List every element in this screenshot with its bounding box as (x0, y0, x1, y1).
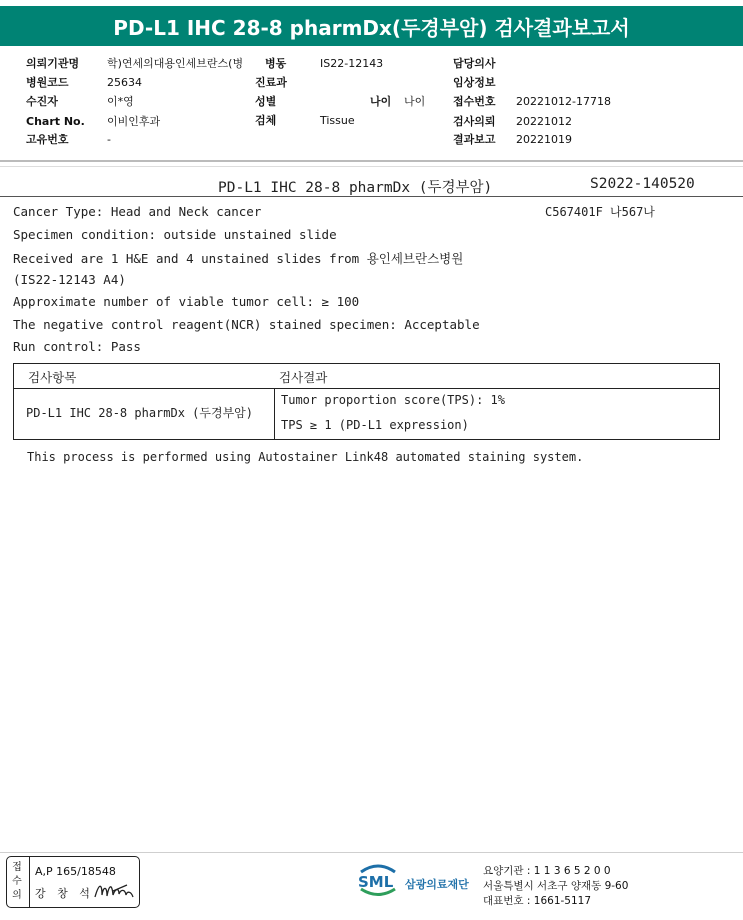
hospital-code-value: 25634 (107, 76, 142, 89)
reception-stamp (6, 856, 140, 908)
report-date-value: 20221019 (516, 133, 572, 146)
chart-no-label: Chart No. (26, 115, 85, 128)
ward-label: 병동 (265, 57, 287, 70)
report-title: PD-L1 IHC 28-8 pharmDx(두경부암) 검사결과보고서 (0, 6, 743, 46)
chart-no-value: 이비인후과 (107, 115, 161, 128)
hospital-code-label: 병원코드 (26, 76, 69, 89)
clinical-info-label: 임상정보 (453, 76, 496, 89)
patient-label: 수진자 (26, 95, 58, 108)
attending-doctor-label: 담당의사 (453, 57, 496, 70)
specimen-value: Tissue (320, 114, 355, 127)
requesting-institution-value: 학)연세의대용인세브란스(병 (107, 57, 244, 70)
body-line: The negative control reagent(NCR) stained specimen: Acceptable (13, 317, 480, 332)
org-phone-line: 대표번호 : 1661-5117 (483, 895, 592, 907)
table-header-result: 검사결과 (279, 370, 328, 385)
age-value: 나이 (404, 95, 426, 108)
table-row-item: PD-L1 IHC 28-8 pharmDx (두경부암) (26, 406, 253, 420)
unique-no-label: 고유번호 (26, 133, 69, 146)
body-line: Specimen condition: outside unstained slide (13, 227, 337, 242)
sex-label: 성별 (255, 95, 277, 108)
header-separator (0, 160, 743, 162)
unique-no-value: - (107, 133, 111, 146)
stamp-divider (29, 857, 30, 907)
report-date-label: 결과보고 (453, 133, 496, 146)
requesting-institution-label: 의뢰기관명 (26, 57, 80, 70)
header-separator-secondary (0, 166, 743, 167)
body-line: Run control: Pass (13, 339, 141, 354)
age-label: 나이 (370, 95, 392, 108)
footer-separator (0, 852, 743, 853)
signature-image (93, 879, 139, 903)
body-line: (IS22-12143 A4) (13, 272, 126, 287)
request-date-label: 검사의뢰 (453, 115, 496, 128)
body-line: Received are 1 H&E and 4 unstained slides from 용인세브란스병원 (13, 251, 464, 266)
process-note: This process is performed using Autostainer Link48 automated staining system. (27, 450, 584, 464)
stamp-vertical-label: 접수의 (12, 862, 22, 901)
title-underline (0, 196, 743, 197)
result-table (13, 363, 720, 440)
sml-logo-text: SML (358, 873, 394, 891)
table-result-main: Tumor proportion score(TPS): 1% (281, 393, 505, 407)
stamp-line-1: A,P 165/18548 (35, 865, 116, 878)
request-date-value: 20221012 (516, 115, 572, 128)
body-line: Cancer Type: Head and Neck cancer (13, 204, 262, 219)
department-label: 진료과 (255, 76, 287, 89)
org-code-line: 요양기관 : 1 1 3 6 5 2 0 0 (483, 865, 611, 877)
body-line: Approximate number of viable tumor cell: ≥ 100 (13, 294, 360, 309)
org-address-line: 서울특별시 서초구 양재동 9-60 (483, 880, 629, 892)
patient-value: 이*영 (107, 95, 134, 108)
test-id: S2022-140520 (590, 176, 695, 192)
test-title: PD-L1 IHC 28-8 pharmDx (두경부암) (218, 180, 493, 196)
table-header-item: 검사항목 (28, 370, 77, 385)
stamp-line-2: 강 창 석 (35, 887, 94, 900)
table-column-divider (274, 388, 275, 440)
ward-value: IS22-12143 (320, 57, 384, 70)
table-header-divider (14, 388, 719, 389)
table-result-sub: TPS ≥ 1 (PD-L1 expression) (281, 418, 469, 432)
org-name: 삼광의료재단 (405, 878, 469, 891)
specimen-label: 검체 (255, 114, 277, 127)
block-id: C567401F 나567나 (545, 205, 655, 219)
receipt-no-label: 접수번호 (453, 95, 496, 108)
receipt-no-value: 20221012-17718 (516, 95, 611, 108)
